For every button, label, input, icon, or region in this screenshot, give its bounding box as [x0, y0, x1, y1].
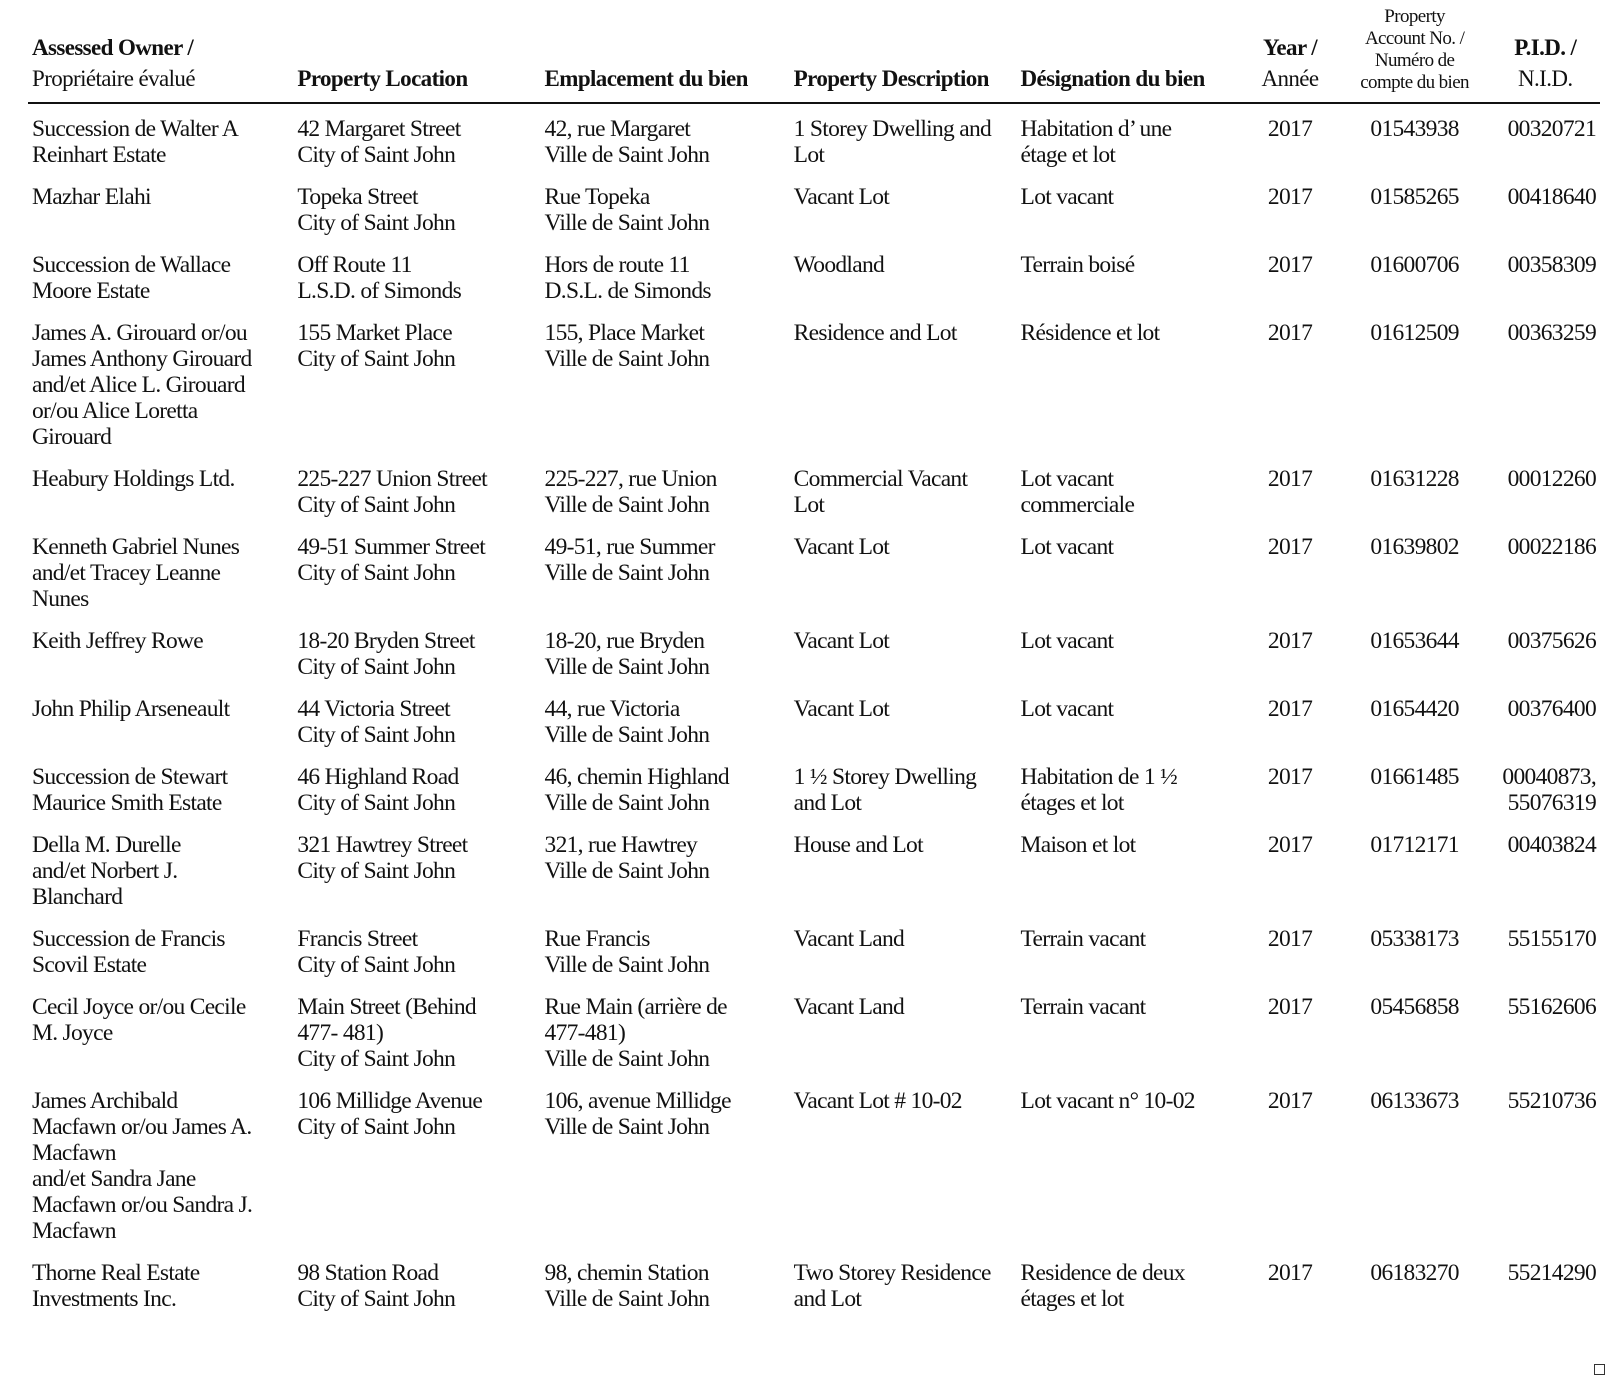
cell-account: 01639802: [1370, 534, 1459, 560]
location-line: City of Saint John: [297, 1286, 456, 1312]
location-line: City of Saint John: [297, 492, 456, 518]
cell-location: [293, 686, 540, 754]
description-line: Vacant Lot # 10-02: [793, 1088, 962, 1114]
cell-account: 01585265: [1370, 184, 1459, 210]
header-pid: [1491, 6, 1600, 103]
cell-emplacement: [541, 916, 790, 984]
cell-description: [790, 242, 1017, 310]
cell-owner: [28, 456, 293, 524]
cell-year: 2017: [1267, 320, 1313, 346]
designation-line: Habitation d’ une: [1020, 116, 1172, 142]
description-line: Vacant Lot: [793, 696, 890, 722]
cell-emplacement: [541, 242, 790, 310]
header-emplacement: Emplacement du bien: [541, 6, 790, 103]
location-line: City of Saint John: [297, 858, 456, 884]
cell-pid: 00418640: [1507, 184, 1596, 210]
cell-description: [790, 686, 1017, 754]
cell-description: [790, 103, 1017, 174]
emplacement-line: 46, chemin Highland: [544, 764, 729, 790]
cell-description: [790, 618, 1017, 686]
cell-description: [790, 310, 1017, 456]
designation-line: Maison et lot: [1020, 832, 1136, 858]
designation-line: Lot vacant: [1020, 184, 1114, 210]
cell-designation: [1017, 916, 1242, 984]
owner-line: and/et Tracey Leanne: [32, 560, 221, 586]
description-line: 1 Storey Dwelling and: [793, 116, 992, 142]
location-line: City of Saint John: [297, 346, 456, 372]
owner-line: James A. Girouard or/ou: [32, 320, 247, 346]
cell-year: 2017: [1267, 252, 1313, 278]
designation-line: étage et lot: [1020, 142, 1116, 168]
cell-pid: 00375626: [1507, 628, 1596, 654]
location-line: 321 Hawtrey Street: [297, 832, 468, 858]
cell-designation: [1017, 686, 1242, 754]
cell-year: 2017: [1267, 832, 1313, 858]
owner-line: Nunes: [32, 586, 89, 612]
emplacement-line: Ville de Saint John: [544, 858, 710, 884]
cell-account: 01661485: [1370, 764, 1459, 790]
cell-account: 06183270: [1370, 1260, 1459, 1286]
cell-account: 01543938: [1370, 116, 1459, 142]
cell-owner: [28, 310, 293, 456]
cell-account: 05456858: [1370, 994, 1459, 1020]
cell-description: [790, 1078, 1017, 1250]
cell-designation: [1017, 754, 1242, 822]
description-line: Vacant Lot: [793, 628, 890, 654]
emplacement-line: Rue Topeka: [544, 184, 650, 210]
location-line: 46 Highland Road: [297, 764, 459, 790]
description-line: and Lot: [793, 790, 862, 816]
table-row: [28, 686, 1600, 754]
cell-location: [293, 310, 540, 456]
cell-year: 2017: [1267, 926, 1313, 952]
emplacement-line: Ville de Saint John: [544, 790, 710, 816]
owner-line: and/et Norbert J.: [32, 858, 178, 884]
cell-owner: [28, 754, 293, 822]
cell-designation: [1017, 524, 1242, 618]
cell-account: 06133673: [1370, 1088, 1459, 1114]
table-row: [28, 1250, 1600, 1318]
location-line: 106 Millidge Avenue: [297, 1088, 483, 1114]
cell-emplacement: [541, 174, 790, 242]
cell-account: 01654420: [1370, 696, 1459, 722]
emplacement-line: 321, rue Hawtrey: [544, 832, 698, 858]
header-row: [28, 6, 1600, 103]
owner-line: Maurice Smith Estate: [32, 790, 222, 816]
cell-owner: [28, 916, 293, 984]
description-line: 1 ½ Storey Dwelling: [793, 764, 977, 790]
table-row: [28, 174, 1600, 242]
cell-description: [790, 822, 1017, 916]
cell-description: [790, 754, 1017, 822]
cell-owner: [28, 174, 293, 242]
cell-pid: 00403824: [1507, 832, 1596, 858]
cell-pid: 55155170: [1507, 926, 1596, 952]
cell-account: 01653644: [1370, 628, 1459, 654]
cell-location: [293, 242, 540, 310]
cell-emplacement: [541, 618, 790, 686]
emplacement-line: 42, rue Margaret: [544, 116, 691, 142]
header-account-line3: Numéro de: [1374, 50, 1455, 71]
table-row: [28, 1078, 1600, 1250]
owner-line: Macfawn or/ou Sandra J.: [32, 1192, 253, 1218]
cell-year: 2017: [1267, 764, 1313, 790]
header-year: [1241, 6, 1338, 103]
cell-pid: 00022186: [1507, 534, 1596, 560]
description-line: Residence and Lot: [793, 320, 957, 346]
cell-pid: 00012260: [1507, 466, 1596, 492]
cell-location: [293, 524, 540, 618]
header-owner: [28, 6, 293, 103]
owner-line: M. Joyce: [32, 1020, 113, 1046]
cell-owner: [28, 242, 293, 310]
cell-description: [790, 916, 1017, 984]
cell-account: 05338173: [1370, 926, 1459, 952]
cell-year: 2017: [1267, 696, 1313, 722]
header-account-line1: Property: [1384, 6, 1445, 27]
owner-line: John Philip Arseneault: [32, 696, 230, 722]
emplacement-line: D.S.L. de Simonds: [544, 278, 711, 304]
corner-marker: [1594, 1364, 1605, 1375]
location-line: L.S.D. of Simonds: [297, 278, 462, 304]
header-owner-en: Assessed Owner /: [32, 35, 194, 60]
designation-line: Residence de deux: [1020, 1260, 1185, 1286]
emplacement-line: Ville de Saint John: [544, 1286, 710, 1312]
cell-emplacement: [541, 822, 790, 916]
cell-designation: [1017, 310, 1242, 456]
cell-year: 2017: [1267, 628, 1313, 654]
cell-year: 2017: [1267, 1260, 1313, 1286]
table-row: [28, 754, 1600, 822]
cell-description: [790, 456, 1017, 524]
cell-designation: [1017, 618, 1242, 686]
header-pid-fr: N.I.D.: [1518, 66, 1573, 91]
owner-line: Succession de Wallace: [32, 252, 231, 278]
emplacement-line: 106, avenue Millidge: [544, 1088, 731, 1114]
cell-description: [790, 174, 1017, 242]
cell-location: [293, 984, 540, 1078]
location-line: Topeka Street: [297, 184, 418, 210]
owner-line: or/ou Alice Loretta: [32, 398, 198, 424]
location-line: City of Saint John: [297, 952, 456, 978]
property-table: [28, 6, 1600, 1318]
emplacement-line: Ville de Saint John: [544, 1114, 710, 1140]
cell-description: [790, 524, 1017, 618]
emplacement-line: 44, rue Victoria: [544, 696, 680, 722]
location-line: City of Saint John: [297, 210, 456, 236]
cell-designation: [1017, 1250, 1242, 1318]
cell-account: 01612509: [1370, 320, 1459, 346]
designation-line: Lot vacant: [1020, 466, 1114, 492]
cell-pid: 00320721: [1507, 116, 1596, 142]
cell-year: 2017: [1267, 466, 1313, 492]
emplacement-line: Hors de route 11: [544, 252, 690, 278]
emplacement-line: 49-51, rue Summer: [544, 534, 715, 560]
location-line: City of Saint John: [297, 1114, 456, 1140]
emplacement-line: Ville de Saint John: [544, 952, 710, 978]
cell-designation: [1017, 242, 1242, 310]
cell-emplacement: [541, 310, 790, 456]
emplacement-line: Ville de Saint John: [544, 654, 710, 680]
cell-emplacement: [541, 456, 790, 524]
description-line: Vacant Lot: [793, 534, 890, 560]
cell-location: [293, 1078, 540, 1250]
cell-designation: [1017, 456, 1242, 524]
cell-pid: 55210736: [1507, 1088, 1596, 1114]
description-line: Commercial Vacant: [793, 466, 968, 492]
owner-line: Kenneth Gabriel Nunes: [32, 534, 240, 560]
description-line: Two Storey Residence: [793, 1260, 991, 1286]
owner-line: Cecil Joyce or/ou Cecile: [32, 994, 246, 1020]
emplacement-line: Ville de Saint John: [544, 722, 710, 748]
designation-line: Terrain boisé: [1020, 252, 1135, 278]
cell-year: 2017: [1267, 994, 1313, 1020]
emplacement-line: Rue Francis: [544, 926, 650, 952]
location-line: 42 Margaret Street: [297, 116, 461, 142]
owner-line: James Archibald: [32, 1088, 178, 1114]
cell-emplacement: [541, 1078, 790, 1250]
header-year-fr: Année: [1261, 66, 1319, 91]
designation-line: Terrain vacant: [1020, 926, 1146, 952]
description-line: Vacant Lot: [793, 184, 890, 210]
owner-line: Moore Estate: [32, 278, 150, 304]
cell-owner: [28, 618, 293, 686]
emplacement-line: Rue Main (arrière de: [544, 994, 727, 1020]
owner-line: Thorne Real Estate: [32, 1260, 200, 1286]
cell-year: 2017: [1267, 534, 1313, 560]
cell-location: [293, 174, 540, 242]
location-line: City of Saint John: [297, 722, 456, 748]
cell-location: [293, 1250, 540, 1318]
designation-line: Lot vacant: [1020, 628, 1114, 654]
header-designation: Désignation du bien: [1017, 6, 1242, 103]
table-row: [28, 242, 1600, 310]
location-line: 49-51 Summer Street: [297, 534, 486, 560]
cell-location: [293, 916, 540, 984]
cell-year: 2017: [1267, 1088, 1313, 1114]
cell-owner: [28, 822, 293, 916]
cell-owner: [28, 686, 293, 754]
cell-pid: 00363259: [1507, 320, 1596, 346]
cell-year: 2017: [1267, 184, 1313, 210]
header-description: Property Description: [790, 6, 1017, 103]
cell-account: 01600706: [1370, 252, 1459, 278]
cell-pid: 00358309: [1507, 252, 1596, 278]
cell-designation: [1017, 822, 1242, 916]
designation-line: Terrain vacant: [1020, 994, 1146, 1020]
cell-designation: [1017, 174, 1242, 242]
cell-emplacement: [541, 686, 790, 754]
location-line: Main Street (Behind: [297, 994, 476, 1020]
emplacement-line: Ville de Saint John: [544, 346, 710, 372]
header-pid-en: P.I.D. /: [1514, 35, 1577, 60]
emplacement-line: 98, chemin Station: [544, 1260, 709, 1286]
owner-line: Della M. Durelle: [32, 832, 181, 858]
designation-line: étages et lot: [1020, 1286, 1124, 1312]
table-row: [28, 310, 1600, 456]
designation-line: Lot vacant: [1020, 534, 1114, 560]
description-line: Lot: [793, 492, 825, 518]
emplacement-line: Ville de Saint John: [544, 1046, 710, 1072]
location-line: City of Saint John: [297, 1046, 456, 1072]
designation-line: commerciale: [1020, 492, 1135, 518]
table-row: [28, 984, 1600, 1078]
cell-location: [293, 103, 540, 174]
owner-line: James Anthony Girouard: [32, 346, 252, 372]
designation-line: Résidence et lot: [1020, 320, 1160, 346]
owner-line: Succession de Francis: [32, 926, 225, 952]
table-row: [28, 916, 1600, 984]
owner-line: Girouard: [32, 424, 112, 450]
header-location: Property Location: [293, 6, 540, 103]
cell-location: [293, 754, 540, 822]
owner-line: and/et Sandra Jane: [32, 1166, 196, 1192]
owner-line: Reinhart Estate: [32, 142, 166, 168]
location-line: 98 Station Road: [297, 1260, 439, 1286]
cell-pid: 55162606: [1507, 994, 1596, 1020]
description-line: Woodland: [793, 252, 885, 278]
emplacement-line: Ville de Saint John: [544, 210, 710, 236]
designation-line: Lot vacant n° 10-02: [1020, 1088, 1195, 1114]
owner-line: Macfawn or/ou James A.: [32, 1114, 252, 1140]
cell-year: 2017: [1267, 116, 1313, 142]
cell-owner: [28, 103, 293, 174]
table-row: [28, 524, 1600, 618]
emplacement-line: 477-481): [544, 1020, 626, 1046]
location-line: 477- 481): [297, 1020, 384, 1046]
cell-emplacement: [541, 103, 790, 174]
cell-emplacement: [541, 754, 790, 822]
owner-line: Heabury Holdings Ltd.: [32, 466, 235, 492]
location-line: 44 Victoria Street: [297, 696, 450, 722]
location-line: 18-20 Bryden Street: [297, 628, 475, 654]
cell-location: [293, 618, 540, 686]
location-line: City of Saint John: [297, 142, 456, 168]
location-line: City of Saint John: [297, 560, 456, 586]
cell-pid: 55214290: [1507, 1260, 1596, 1286]
designation-line: Lot vacant: [1020, 696, 1114, 722]
table-row: [28, 103, 1600, 174]
cell-owner: [28, 1250, 293, 1318]
cell-location: [293, 822, 540, 916]
emplacement-line: 225-227, rue Union: [544, 466, 717, 492]
emplacement-line: Ville de Saint John: [544, 142, 710, 168]
owner-line: Keith Jeffrey Rowe: [32, 628, 203, 654]
cell-emplacement: [541, 984, 790, 1078]
cell-owner: [28, 1078, 293, 1250]
emplacement-line: Ville de Saint John: [544, 492, 710, 518]
description-line: House and Lot: [793, 832, 923, 858]
table-row: [28, 618, 1600, 686]
owner-line: Macfawn: [32, 1218, 116, 1244]
cell-emplacement: [541, 524, 790, 618]
cell-pid: 00040873, 55076319: [1502, 764, 1596, 816]
designation-line: étages et lot: [1020, 790, 1124, 816]
cell-account: 01712171: [1370, 832, 1459, 858]
owner-line: Blanchard: [32, 884, 123, 910]
description-line: Vacant Land: [793, 926, 905, 952]
description-line: and Lot: [793, 1286, 862, 1312]
owner-line: Succession de Stewart: [32, 764, 228, 790]
cell-account: 01631228: [1370, 466, 1459, 492]
designation-line: Habitation de 1 ½: [1020, 764, 1178, 790]
cell-owner: [28, 984, 293, 1078]
table-row: [28, 456, 1600, 524]
cell-designation: [1017, 984, 1242, 1078]
emplacement-line: 18-20, rue Bryden: [544, 628, 705, 654]
cell-description: [790, 984, 1017, 1078]
table-body: [28, 103, 1600, 1318]
location-line: City of Saint John: [297, 654, 456, 680]
location-line: City of Saint John: [297, 790, 456, 816]
owner-line: Mazhar Elahi: [32, 184, 151, 210]
location-line: Off Route 11: [297, 252, 412, 278]
header-account: [1339, 6, 1491, 103]
header-owner-fr: Propriétaire évalué: [32, 66, 195, 91]
cell-pid: 00376400: [1507, 696, 1596, 722]
cell-designation: [1017, 1078, 1242, 1250]
header-account-line4: compte du bien: [1360, 72, 1469, 93]
owner-line: Macfawn: [32, 1140, 116, 1166]
location-line: 155 Market Place: [297, 320, 452, 346]
owner-line: Investments Inc.: [32, 1286, 177, 1312]
emplacement-line: Ville de Saint John: [544, 560, 710, 586]
owner-line: Succession de Walter A: [32, 116, 239, 142]
description-line: Lot: [793, 142, 825, 168]
cell-owner: [28, 524, 293, 618]
location-line: Francis Street: [297, 926, 418, 952]
table-row: [28, 822, 1600, 916]
cell-description: [790, 1250, 1017, 1318]
header-account-line2: Account No. /: [1364, 28, 1465, 49]
cell-location: [293, 456, 540, 524]
owner-line: Scovil Estate: [32, 952, 147, 978]
cell-emplacement: [541, 1250, 790, 1318]
header-year-en: Year /: [1262, 35, 1318, 60]
description-line: Vacant Land: [793, 994, 905, 1020]
cell-designation: [1017, 103, 1242, 174]
owner-line: and/et Alice L. Girouard: [32, 372, 245, 398]
location-line: 225-227 Union Street: [297, 466, 488, 492]
emplacement-line: 155, Place Market: [544, 320, 705, 346]
